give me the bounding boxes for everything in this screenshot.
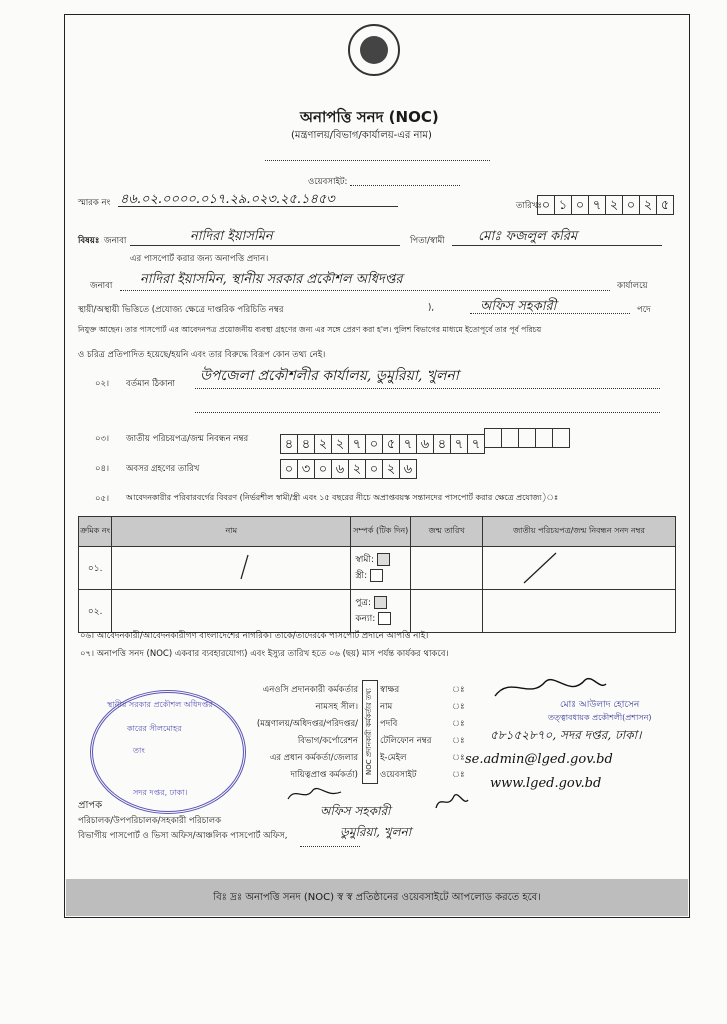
date-digit-box: ০	[571, 195, 589, 215]
item5-number: ০৫।	[95, 494, 110, 504]
para1-line2-close: ),	[428, 303, 435, 313]
nid-digit-box	[552, 428, 570, 448]
nid-boxes	[280, 428, 569, 454]
nid-digit-box: ৫	[382, 434, 400, 454]
para1-line2: স্থায়ী/অস্থায়ী ভিত্তিতে (প্রযোজ্য ক্ষেত্রে দাপ্তরিক পরিচিতি নম্বর	[78, 305, 284, 315]
date-digit-box: ২	[639, 195, 657, 215]
ministry-name-line	[265, 160, 490, 161]
designation-line	[470, 313, 630, 314]
memo-line	[118, 206, 398, 207]
table-row	[79, 547, 676, 590]
item3-label: জাতীয় পরিচয়পত্র/জন্ম নিবন্ধন নম্বর	[126, 434, 249, 444]
retirement-date-boxes	[280, 458, 416, 479]
subject-name-prefix: জনাবা	[104, 236, 127, 246]
post-suffix: পদে	[637, 305, 651, 315]
father-name-line	[452, 245, 662, 246]
nid-digit-box: ৭	[450, 434, 468, 454]
address-line-2	[195, 412, 660, 413]
father-name: মোঃ ফজলুল করিম	[478, 229, 578, 244]
nid-digit-box: ০	[365, 434, 383, 454]
nid-digit-box	[518, 428, 536, 448]
website-line	[350, 185, 460, 186]
nid-digit-box	[501, 428, 519, 448]
father-label: পিতা/স্বামী	[410, 236, 445, 246]
header-serial: ক্রমিক নং	[79, 517, 112, 547]
memo-label: স্মারক নং	[78, 198, 111, 208]
row-serial: ০২.	[79, 590, 112, 633]
nid-digit-box: ২	[314, 434, 332, 454]
recipient-label: প্রাপক	[78, 800, 103, 811]
website-label: ওয়েবসাইট:	[308, 177, 348, 187]
date-digit-box: ৫	[656, 195, 674, 215]
rel-daughter-label: কন্যা:	[355, 614, 376, 624]
row-name	[112, 590, 351, 633]
officer-website: www.lged.gov.bd	[490, 776, 602, 791]
nid-digit-box: ৭	[348, 434, 366, 454]
row-nid	[483, 547, 676, 590]
office-line	[120, 290, 610, 291]
applicant-name: নাদিরা ইয়াসমিন	[190, 229, 273, 244]
nid-digit-box: ৭	[399, 434, 417, 454]
noc-officer-vertical-label: NOC প্রদানকারী কর্মকর্তার তথ্য	[362, 680, 378, 784]
row-name	[112, 547, 351, 590]
header-name: নাম	[112, 517, 351, 547]
row-relation	[351, 547, 411, 590]
nid-digit-box: ৪	[280, 434, 298, 454]
row-serial: ০১.	[79, 547, 112, 590]
officer-name: মোঃ আউলাদ হোসেন	[560, 700, 640, 710]
date-digit-box: ১	[554, 195, 572, 215]
recipient-office: ডুমুরিয়া, খুলনা	[340, 825, 412, 839]
row-dob	[411, 590, 483, 633]
header-nid: জাতীয় পরিচয়পত্র/জন্ম নিবন্ধন সনদ নম্বর	[483, 517, 676, 547]
retirement-digit-box: ৬	[399, 459, 417, 479]
subject-label: বিষয়ঃ	[78, 236, 100, 246]
retirement-digit-box: ৩	[297, 459, 315, 479]
note-7: ০৭। অনাপত্তি সনদ (NOC) একবার ব্যবহারযোগ্য) এবং ইস্যুর তারিখ হতে ০৬ (ছয়) মাস পর্যন্ত কার্যকর থাকবে।	[80, 649, 449, 659]
nid-digit-box: ৪	[433, 434, 451, 454]
recipient-line1: পরিচালক/উপপরিচালক/সহকারী পরিচালক	[78, 816, 222, 826]
item2-number: ০২।	[95, 379, 110, 389]
attest-designation: অফিস সহকারী	[320, 804, 391, 818]
header-dob: জন্ম তারিখ	[411, 517, 483, 547]
retirement-digit-box: ০	[280, 459, 298, 479]
document-title: অনাপত্তি সনদ (NOC)	[300, 108, 439, 126]
date-label: তারিখঃ	[516, 201, 543, 211]
daughter-checkbox[interactable]	[378, 612, 391, 625]
para1-line3: নিযুক্ত আছেন। তার পাসপোর্ট এর আবেদনপত্র প্রয়োজনীয় ব্যবস্থা গ্রহণের জন্য এর সঙ্গে প্রেরণ করা হ'ল। পুলিশ বিভাগের মাধ্যমে ইতোপূর্বে তার পূর্ব পরিচয়	[78, 325, 542, 334]
husband-checkbox[interactable]	[377, 553, 390, 566]
recipient-line	[300, 846, 360, 847]
item3-number: ০৩।	[95, 434, 110, 444]
retirement-digit-box: ৬	[331, 459, 349, 479]
date-digit-box: ০	[537, 195, 555, 215]
officer-email: se.admin@lged.gov.bd	[465, 752, 613, 767]
row-dob	[411, 547, 483, 590]
applicant-office: নাদিরা ইয়াসমিন, স্থানীয় সরকার প্রকৌশল অধিদপ্তর	[140, 272, 403, 287]
para1-prefix: জনাবা	[90, 281, 113, 291]
date-digit-box: ২	[605, 195, 623, 215]
issue-date-boxes	[537, 194, 673, 215]
rel-husband-label: স্বামী:	[355, 555, 375, 565]
designation: অফিস সহকারী	[480, 299, 557, 314]
date-digit-box: ০	[622, 195, 640, 215]
initial-signature	[432, 790, 472, 814]
retirement-digit-box: ২	[348, 459, 366, 479]
recipient-line2: বিভাগীয় পাসপোর্ট ও ভিসা অফিস/আঞ্চলিক পাসপোর্ট অফিস,	[78, 831, 288, 841]
son-checkbox[interactable]	[374, 596, 387, 609]
nid-digit-box: ৪	[297, 434, 315, 454]
item4-number: ০৪।	[95, 464, 110, 474]
row-nid	[483, 590, 676, 633]
subject-suffix: এর পাসপোর্ট করার জন্য অনাপত্তি প্রদান।	[130, 254, 269, 264]
retirement-digit-box: ০	[365, 459, 383, 479]
header-relation: সম্পর্ক (টিক দিন)	[351, 517, 411, 547]
retirement-digit-box: ২	[382, 459, 400, 479]
footer-note: বিঃ দ্রঃ অনাপত্তি সনদ (NOC) স্ব স্ব প্রতিষ্ঠানের ওয়েবসাইটে আপলোড করতে হবে।	[66, 879, 688, 916]
nid-digit-box: ৭	[467, 434, 485, 454]
table-row	[79, 590, 676, 633]
applicant-name-line	[130, 245, 400, 246]
signatory-colons: ঃ ঃ ঃ ঃ ঃ ঃ	[452, 685, 465, 780]
wife-checkbox[interactable]	[370, 569, 383, 582]
family-table	[78, 516, 676, 633]
office-suffix: কার্যালয়ে	[617, 281, 648, 291]
address-line-1	[195, 388, 660, 389]
government-seal	[348, 24, 400, 76]
officer-designation: তত্ত্বাবধায়ক প্রকৌশলী(প্রশাসন)	[548, 713, 652, 722]
officer-phone: ৫৮১৫২৮৭০, সদর দপ্তর, ঢাকা।	[490, 728, 642, 742]
office-stamp: স্থানীয় সরকার প্রকৌশল অধিদপ্তর কারের সীলমোহর তাং সদর দপ্তর, ঢাকা।	[90, 690, 246, 814]
nid-digit-box	[535, 428, 553, 448]
attest-signature	[285, 784, 345, 804]
signatory-left-label: এনওসি প্রদানকারী কর্মকর্তার নামসহ সীল। (মন্ত্রণালয়/অধিদপ্তর/পরিদপ্তর/ বিভাগ/কর্পোরেশন এর প্রধান কর্মকর্তা/জেলার দায়িত্বপ্রাপ্ত কর্মকর্তা)	[256, 685, 358, 780]
item5-label: আবেদনকারীর পরিবারবর্গের বিবরণ (নির্ভরশীল স্বামী/স্ত্রী এবং ১৫ বছরের নীচে অপ্রাপ্তবয়স্ক সন্তানদের পাসপোর্ট করার ক্ষেত্রে প্রযোজ্য)ঃ	[126, 493, 559, 502]
memo-number: ৪৬.০২.০০০০.০১৭.২৯.০২৩.২৫.১৪৫৩	[120, 192, 335, 207]
signatory-fields: স্বাক্ষর নাম পদবি টেলিফোন নম্বর ই-মেইল ওয়েবসাইট	[380, 685, 432, 780]
rel-wife-label: স্ত্রী:	[355, 571, 368, 581]
item4-label: অবসর গ্রহণের তারিখ	[126, 464, 200, 474]
retirement-digit-box: ০	[314, 459, 332, 479]
row-relation	[351, 590, 411, 633]
nid-digit-box	[484, 428, 502, 448]
item2-label: বর্তমান ঠিকানা	[126, 379, 175, 389]
note-6: ০৬। আবেদনকারী/আবেদনকারীগণ বাংলাদেশের নাগরিক। তাকে/তাদেরকে পাসপোর্ট প্রদানে আপত্তি নাই।	[80, 631, 429, 641]
nid-digit-box: ২	[331, 434, 349, 454]
date-digit-box: ৭	[588, 195, 606, 215]
para1-line4: ও চরিত্র প্রতিপাদিত হয়েছে/হয়নি এবং তার বিরুদ্ধে বিরূপ কোন তথ্য নেই।	[78, 350, 326, 360]
nid-digit-box: ৬	[416, 434, 434, 454]
current-address: উপজেলা প্রকৌশলীর কার্যালয়, ডুমুরিয়া, খুলনা	[200, 368, 459, 384]
document-subtitle: (মন্ত্রণালয়/বিভাগ/কার্যালয়-এর নাম)	[291, 130, 432, 141]
rel-son-label: পুত্র:	[355, 598, 372, 608]
